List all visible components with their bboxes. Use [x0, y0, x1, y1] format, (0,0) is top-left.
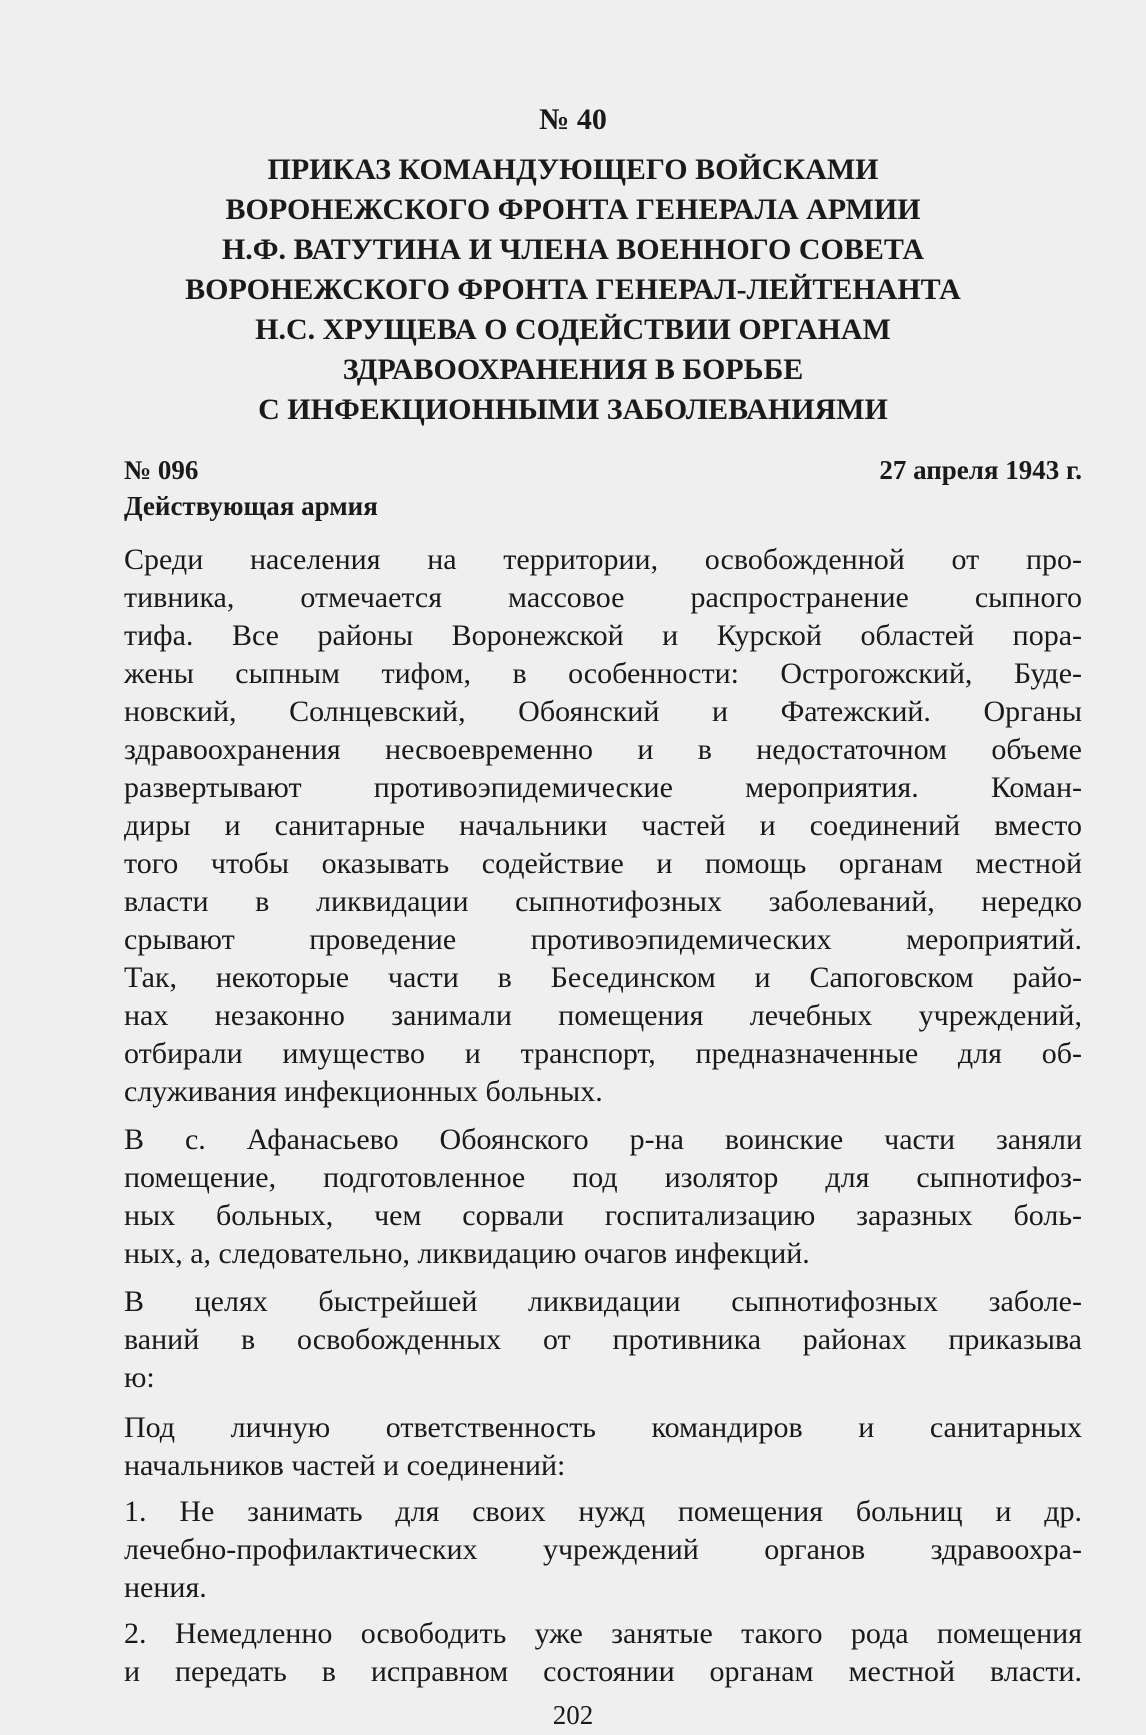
body-line: жены сыпным тифом, в особенности: Острогожский, Буде- [124, 657, 1082, 690]
body-line: ваний в освобожденных от противника районах приказыва [124, 1323, 1082, 1356]
body-line: развертывают противоэпидемические мероприятия. Коман- [124, 771, 1082, 804]
body-line: начальников частей и соединений: [124, 1449, 566, 1482]
body-line: отбирали имущество и транспорт, предназначенные для об- [124, 1037, 1082, 1070]
body-line: диры и санитарные начальники частей и соединений вместо [124, 809, 1082, 842]
body-line: 1. Не занимать для своих нужд помещения больниц и др. [124, 1495, 1082, 1528]
body-line: Так, некоторые части в Бесединском и Сапоговском райо- [124, 961, 1082, 994]
title-line: Н.Ф. ВАТУТИНА И ЧЛЕНА ВОЕННОГО СОВЕТА [221, 233, 925, 266]
body-line: В целях быстрейшей ликвидации сыпнотифозных заболе- [124, 1285, 1082, 1318]
body-line: тивника, отмечается массовое распространение сыпного [124, 581, 1082, 614]
page-number: 202 [552, 1700, 594, 1730]
body-line: лечебно-профилактических учреждений органов здравоохра- [124, 1533, 1082, 1566]
body-line: 2. Немедленно освободить уже занятые такого рода помещения [124, 1617, 1082, 1650]
body-line: срывают проведение противоэпидемических мероприятий. [124, 923, 1082, 956]
body-line: ных больных, чем сорвали госпитализацию заразных боль- [124, 1199, 1082, 1232]
order-date: 27 апреля 1943 г. [879, 455, 1082, 485]
body-line: того чтобы оказывать содействие и помощь органам местной [124, 847, 1082, 880]
body-line: здравоохранения несвоевременно и в недостаточном объеме [124, 733, 1082, 766]
title-line: ПРИКАЗ КОМАНДУЮЩЕГО ВОЙСКАМИ [267, 153, 879, 186]
body-line: и передать в исправном состоянии органам местной власти. [124, 1655, 1082, 1688]
title-line: ВОРОНЕЖСКОГО ФРОНТА ГЕНЕРАЛ-ЛЕЙТЕНАНТА [185, 273, 961, 306]
body-line: ю: [124, 1361, 155, 1394]
body-line: ных, а, следовательно, ликвидацию очагов инфекций. [124, 1237, 810, 1270]
body-line: тифа. Все районы Воронежской и Курской областей пора- [124, 619, 1082, 652]
body-line: В с. Афанасьево Обоянского р-на воинские части заняли [124, 1123, 1082, 1156]
order-place: Действующая армия [124, 491, 378, 521]
body-line: служивания инфекционных больных. [124, 1075, 603, 1108]
title-line: ЗДРАВООХРАНЕНИЯ В БОРЬБЕ [342, 353, 804, 386]
title-line: ВОРОНЕЖСКОГО ФРОНТА ГЕНЕРАЛА АРМИИ [225, 193, 921, 226]
body-line: новский, Солнцевский, Обоянский и Фатежский. Органы [124, 695, 1082, 728]
document-number: № 40 [539, 103, 607, 136]
body-line: помещение, подготовленное под изолятор для сыпнотифоз- [124, 1161, 1082, 1194]
body-line: нах незаконно занимали помещения лечебных учреждений, [124, 999, 1082, 1032]
title-line: Н.С. ХРУЩЕВА О СОДЕЙСТВИИ ОРГАНАМ [255, 313, 891, 346]
body-line: нения. [124, 1571, 207, 1604]
body-line: Под личную ответственность командиров и санитарных [124, 1411, 1082, 1444]
body-line: Среди населения на территории, освобожденной от про- [124, 543, 1082, 576]
title-line: С ИНФЕКЦИОННЫМИ ЗАБОЛЕВАНИЯМИ [258, 393, 888, 426]
order-number: № 096 [124, 455, 199, 485]
body-line: власти в ликвидации сыпнотифозных заболеваний, нередко [124, 885, 1082, 918]
